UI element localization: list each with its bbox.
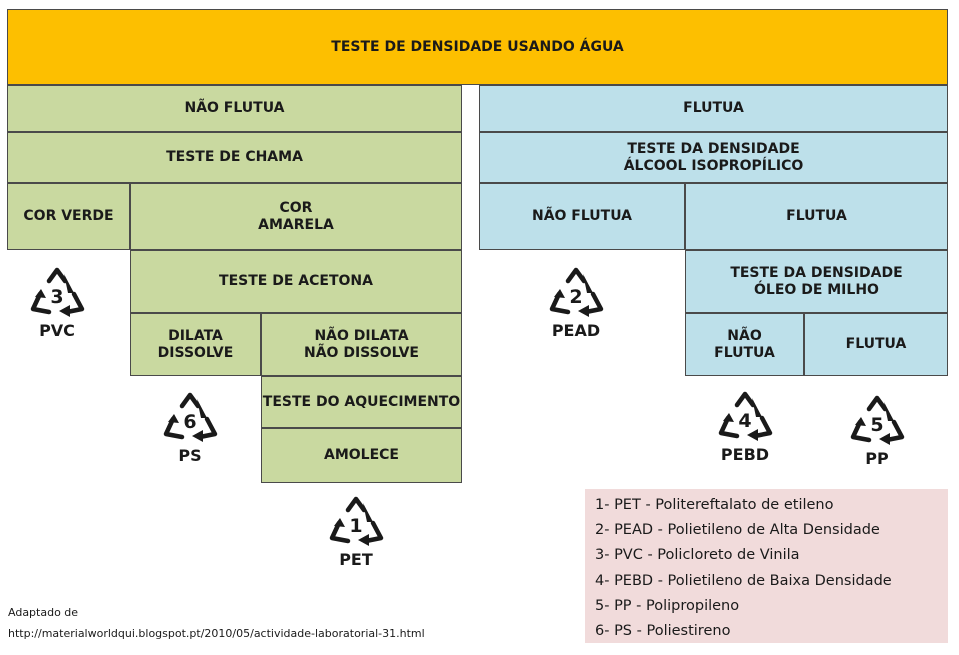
symbol-code: PVC (39, 321, 75, 340)
pebd-symbol (713, 389, 777, 464)
flame-test-box: TESTE DE CHAMA (7, 132, 462, 183)
symbol-number: 6 (183, 411, 197, 433)
corn-oil-test-box: TESTE DA DENSIDADE ÓLEO DE MILHO (685, 250, 948, 313)
legend-item: 1- PET - Politereftalato de etileno (595, 497, 834, 513)
no-swell-no-dissolve-box: NÃO DILATA NÃO DISSOLVE (261, 313, 462, 376)
softens-box: AMOLECE (261, 428, 462, 483)
legend (585, 489, 948, 643)
recycle-icon (160, 390, 220, 446)
symbol-code: PET (339, 550, 373, 569)
pead-symbol (544, 265, 608, 340)
heating-test-box: TESTE DO AQUECIMENTO (261, 376, 462, 428)
pet-symbol (324, 494, 388, 569)
symbol-number: 5 (870, 414, 884, 436)
credit-url: http://materialworldqui.blogspot.pt/2010/05/actividade-laboratorial-31.html (8, 627, 425, 640)
symbol-number: 3 (50, 286, 64, 308)
credit-label: Adaptado de (8, 606, 79, 619)
recycle-icon (27, 265, 87, 321)
alcohol-floats-box: FLUTUA (685, 183, 948, 250)
acetone-test-box: TESTE DE ACETONA (130, 250, 462, 313)
symbol-code: PP (865, 449, 889, 468)
symbol-code: PS (178, 446, 202, 465)
swells-dissolves-box: DILATA DISSOLVE (130, 313, 261, 376)
legend-item: 5- PP - Polipropileno (595, 597, 740, 614)
recycle-icon (715, 389, 775, 445)
alcohol-sinks-box: NÃO FLUTUA (479, 183, 685, 250)
recycle-icon (847, 393, 907, 449)
oil-floats-box: FLUTUA (804, 313, 948, 376)
pvc-symbol (25, 265, 89, 340)
green-color-box: COR VERDE (7, 183, 130, 250)
title-box: TESTE DE DENSIDADE USANDO ÁGUA (7, 9, 948, 85)
sinks-box: NÃO FLUTUA (7, 85, 462, 132)
pp-symbol (845, 393, 909, 468)
recycle-icon (546, 265, 606, 321)
symbol-code: PEAD (551, 321, 601, 340)
alcohol-test-box: TESTE DA DENSIDADE ÁLCOOL ISOPROPÍLICO (479, 132, 948, 183)
symbol-number: 4 (738, 410, 752, 432)
legend-item: 6- PS - Poliestireno (595, 623, 731, 640)
legend-item: 4- PEBD - Polietileno de Baixa Densidade (595, 572, 892, 589)
yellow-color-box: COR AMARELA (130, 183, 462, 250)
legend-item: 2- PEAD - Polietileno de Alta Densidade (595, 522, 880, 539)
symbol-number: 1 (349, 515, 363, 537)
floats-box: FLUTUA (479, 85, 948, 132)
legend-item: 3- PVC - Policloreto de Vinila (595, 547, 800, 564)
symbol-code: PEBD (720, 445, 770, 464)
recycle-icon (326, 494, 386, 550)
oil-sinks-box: NÃO FLUTUA (685, 313, 804, 376)
symbol-number: 2 (569, 286, 583, 308)
ps-symbol (158, 390, 222, 465)
